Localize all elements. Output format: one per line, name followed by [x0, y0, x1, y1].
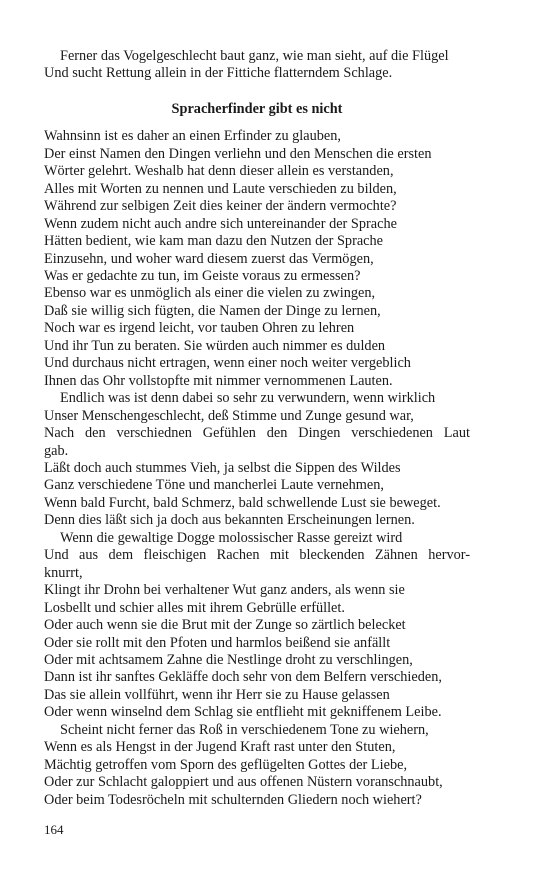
verse-line: Alles mit Worten zu nennen und Laute verschieden zu bilden,	[44, 180, 397, 197]
verse-line: Während zur selbigen Zeit dies keiner der ändern vermochte?	[44, 198, 397, 215]
verse-line: Oder auch wenn sie die Brut mit der Zunge so zärtlich belecket	[44, 617, 406, 634]
verse-line: Hätten bedient, wie kam man dazu den Nutzen der Sprache	[44, 233, 384, 250]
verse-line: Wenn zudem nicht auch andre sich untereinander der Sprache	[44, 215, 397, 232]
page-text	[44, 48, 470, 809]
verse-line: Ihnen das Ohr vollstopfte mit nimmer vernommenen Lauten.	[44, 372, 393, 389]
verse-line: Daß sie willig sich fügten, die Namen der Dinge zu lernen,	[44, 302, 381, 319]
verse-line: Dann ist ihr sanftes Gekläffe doch sehr von dem Belfern verschieden,	[44, 669, 442, 686]
verse-line: Und ihr Tun zu beraten. Sie würden auch nimmer es dulden	[44, 337, 386, 354]
verse-line: knurrt,	[44, 564, 83, 581]
verse-line: Wenn die gewaltige Dogge molossischer Rasse gereizt wird	[60, 529, 403, 546]
verse-line: Oder beim Todesröcheln mit schulternden Gliedern noch wiehert?	[44, 791, 422, 808]
verse-line: Oder wenn winselnd dem Schlag sie entflieht mit gekniffenem Leibe.	[44, 704, 442, 721]
verse-line: Ebenso war es unmöglich als einer die vielen zu zwingen,	[44, 285, 376, 302]
page-number: 164	[44, 822, 64, 837]
verse-line: Oder zur Schlacht galoppiert und aus offenen Nüstern voranschnaubt,	[44, 774, 443, 791]
verse-line: Ganz verschiedene Töne und mancherlei Laute vernehmen,	[44, 477, 384, 494]
verse-line: Und aus dem fleischigen Rachen mit bleckenden Zähnen hervor-	[44, 547, 470, 564]
verse-line: Oder sie rollt mit den Pfoten und harmlos beißend sie anfällt	[44, 634, 391, 651]
verse-line: Was er gedachte zu tun, im Geiste voraus zu ermessen?	[44, 267, 361, 284]
verse-line: Einzusehn, und woher ward diesem zuerst das Vermögen,	[44, 250, 374, 267]
verse-line: Unser Menschengeschlecht, deß Stimme und Zunge gesund war,	[44, 407, 414, 424]
verse-line: Oder mit achtsamem Zahne die Nestlinge droht zu verschlingen,	[44, 651, 413, 668]
verse-line: Der einst Namen den Dingen verliehn und den Menschen die ersten	[44, 145, 432, 162]
verse-line: Wörter gelehrt. Weshalb hat denn dieser allein es verstanden,	[44, 163, 394, 180]
verse-line: Denn dies läßt sich ja doch aus bekannten Erscheinungen lernen.	[44, 512, 415, 529]
verse-line: Losbellt und schier alles mit ihrem Gebrülle erfüllet.	[44, 599, 345, 616]
verse-line: Klingt ihr Drohn bei verhaltener Wut ganz anders, als wenn sie	[44, 582, 405, 599]
verse-line: gab.	[44, 442, 69, 459]
intro-line: Und sucht Rettung allein in der Fittiche flatterndem Schlage.	[44, 65, 393, 82]
verse-line: Das sie allein vollführt, wenn ihr Herr sie zu Hause gelassen	[44, 686, 390, 703]
verse-line: Mächtig getroffen vom Sporn des geflügelten Gottes der Liebe,	[44, 756, 408, 773]
verse-line: Wenn bald Furcht, bald Schmerz, bald schwellende Lust sie beweget.	[44, 494, 441, 511]
section-heading: Spracherfinder gibt es nicht	[171, 100, 343, 117]
verse-line: Nach den verschiednen Gefühlen den Dingen verschiedenen Laut	[44, 425, 470, 442]
verse-line: Wenn es als Hengst in der Jugend Kraft rast unter den Stuten,	[44, 739, 396, 756]
verse-line: Scheint nicht ferner das Roß in verschiedenem Tone zu wiehern,	[60, 721, 429, 738]
intro-line: Ferner das Vogelgeschlecht baut ganz, wie man sieht, auf die Flügel	[60, 48, 449, 64]
verse-line: Wahnsinn ist es daher an einen Erfinder zu glauben,	[44, 128, 341, 145]
verse-line: Und durchaus nicht ertragen, wenn einer noch weiter vergeblich	[44, 355, 411, 372]
verse-line: Endlich was ist denn dabei so sehr zu verwundern, wenn wirklich	[60, 390, 436, 407]
verse-line: Noch war es irgend leicht, vor tauben Ohren zu lehren	[44, 320, 355, 337]
verse-line: Läßt doch auch stummes Vieh, ja selbst die Sippen des Wildes	[44, 459, 401, 476]
